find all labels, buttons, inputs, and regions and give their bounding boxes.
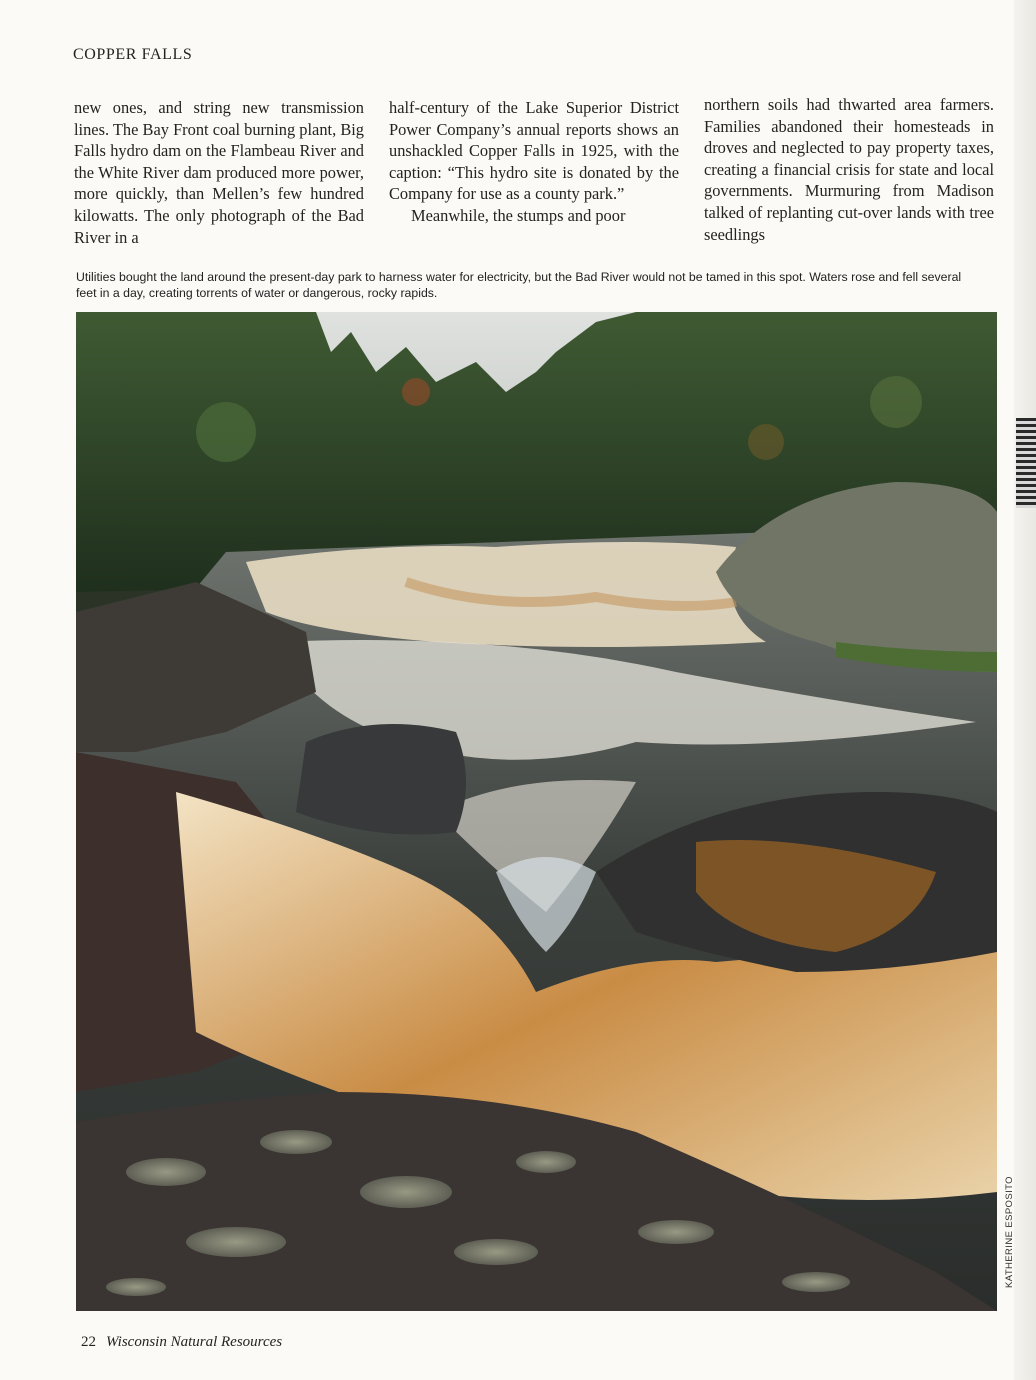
section-header: COPPER FALLS xyxy=(73,46,193,63)
column-2-paragraph-1: half-century of the Lake Superior District Power Company’s annual reports shows an unshackled Copper Falls in 1925, with the caption: “This hydro site is donated by the Company for use as a county park.” xyxy=(389,98,679,204)
river-rapids-photo xyxy=(76,312,997,1311)
column-2-paragraph-2: Meanwhile, the stumps and poor xyxy=(411,205,626,225)
page-number: 22 xyxy=(81,1334,96,1350)
center-boulder xyxy=(296,724,466,835)
column-1-text: new ones, and string new transmission lines. The Bay Front coal burning plant, Big Falls hydro dam on the Flambeau River and the White River dam produced more power, more quickly, than Mellen’s few hundred kilowatts. The only photograph of the Bad River in a xyxy=(74,98,364,247)
article-column-1 xyxy=(74,97,364,248)
magazine-title: Wisconsin Natural Resources xyxy=(106,1334,283,1350)
rapids-illustration xyxy=(76,312,997,1311)
photo-credit: KATHERINE ESPOSITO xyxy=(1004,1176,1015,1288)
article-column-3 xyxy=(704,94,994,245)
article-column-2 xyxy=(389,97,679,227)
column-3-text: northern soils had thwarted area farmers. Families abandoned their homesteads in droves and neglected to pay property taxes, creating a financial crisis for state and local governments. Murmuring from Madison talked of replanting cut-over lands with tree seedlings xyxy=(704,95,994,244)
photo-caption: Utilities bought the land around the present-day park to harness water for electricity, but the Bad River would not be tamed in this spot. Waters rose and fell several feet in a day, creating torrents of water or dangerous, rocky rapids. xyxy=(76,270,962,300)
facing-page-bleed xyxy=(1016,418,1036,508)
page-footer xyxy=(81,1334,282,1351)
page-edge xyxy=(1014,0,1036,1380)
